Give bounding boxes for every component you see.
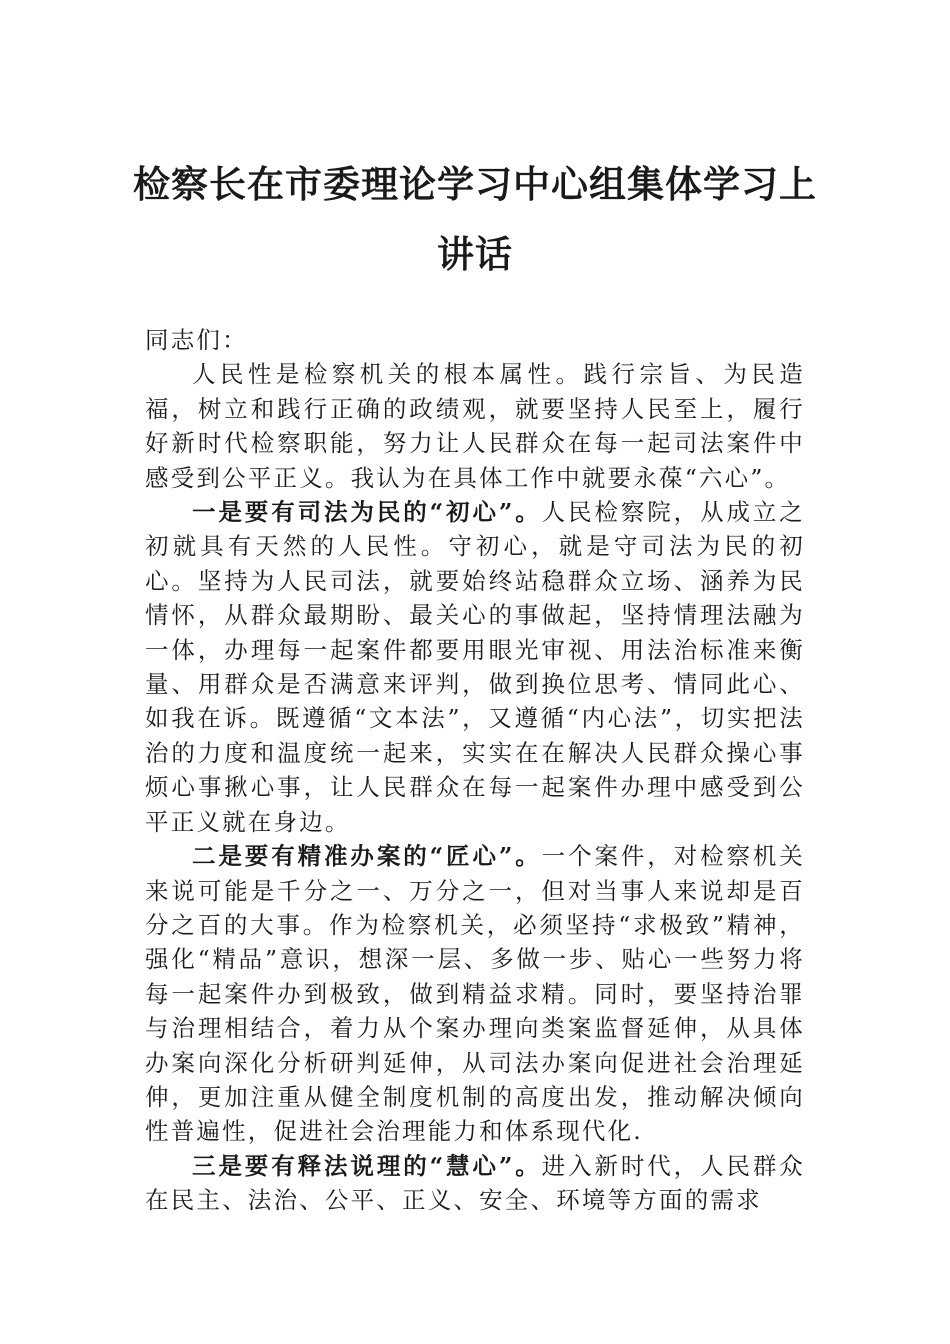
document-title-line-2: 讲话 (437, 232, 513, 276)
paragraph-text: 进入新时代，人民群众在民主、法治、公平、正义、安全、环境等方面的需求 (145, 1151, 805, 1215)
paragraph-lead: 二是要有精准办案的“匠心”。 (192, 842, 542, 871)
document-body (145, 323, 805, 1218)
paragraph-intro (145, 357, 805, 495)
paragraph-text: 一个案件，对检察机关来说可能是千分之一、万分之一，但对当事人来说却是百分之百的大事。作为检察机关，必须坚持“求极致”精神，强化“精品”意识，想深一层、多做一步、贴心一些努力将每一起案件办到极致，做到精益求精。同时，要坚持治罪与治理相结合，着力从个案办理向类案监督延伸，从具体办案向深化分析研判延伸，从司法办案向促进社会治理延伸，更加注重从健全制度机制的高度出发，推动解决倾向性普遍性，促进社会治理能力和体系现代化. (145, 842, 805, 1146)
salutation: 同志们： (145, 326, 248, 354)
paragraph-text: 人民性是检察机关的根本属性。践行宗旨、为民造福，树立和践行正确的政绩观，就要坚持人民至上，履行好新时代检察职能，努力让人民群众在每一起司法案件中感受到公平正义。我认为在具体工作中就要永葆“六心”。 (145, 360, 805, 492)
paragraph-lead: 三是要有释法说理的“慧心”。 (192, 1151, 542, 1180)
document-title-line-1: 检察长在市委理论学习中心组集体学习上 (133, 162, 817, 206)
paragraph-lead: 一是要有司法为民的“初心”。 (192, 498, 542, 527)
paragraph-point-3 (145, 1149, 805, 1218)
paragraph-point-1 (145, 495, 805, 839)
paragraph-point-2 (145, 839, 805, 1149)
paragraph-text: 人民检察院，从成立之初就具有天然的人民性。守初心，就是守司法为民的初心。坚持为人民司法，就要始终站稳群众立场、涵养为民情怀，从群众最期盼、最关心的事做起，坚持情理法融为一体，办理每一起案件都要用眼光审视、用法治标准来衡量、用群众是否满意来评判，做到换位思考、情同此心、如我在诉。既遵循“文本法”，又遵循“内心法”，切实把法治的力度和温度统一起来，实实在在解决人民群众操心事烦心事揪心事，让人民群众在每一起案件办理中感受到公平正义就在身边。 (145, 498, 805, 836)
